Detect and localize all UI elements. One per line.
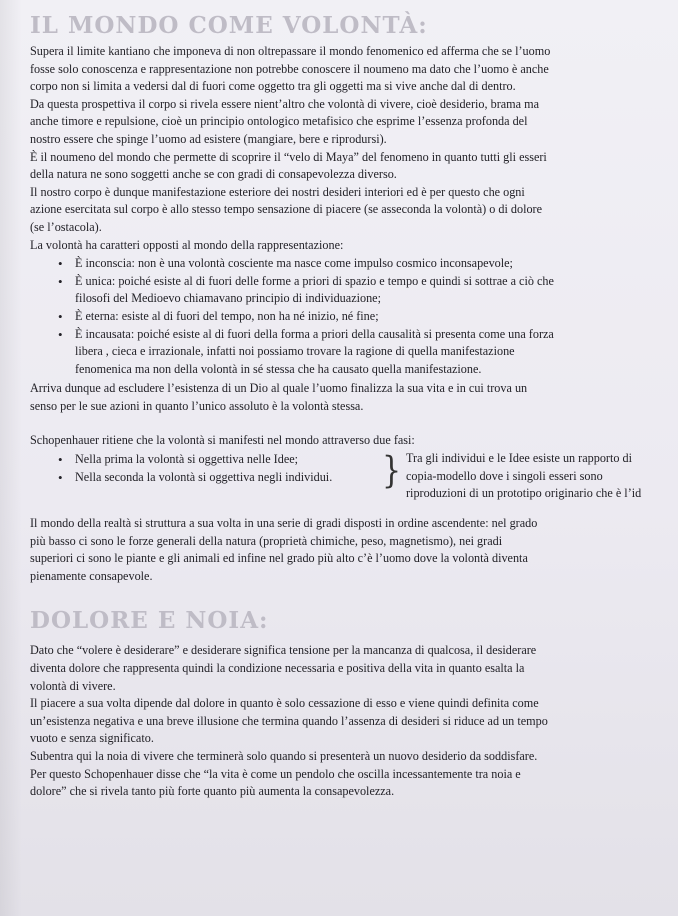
text-line: volontà di vivere.	[30, 678, 116, 693]
note-line: riproduzioni di un prototipo originario che è l’id	[406, 486, 642, 501]
text-line: senso per le sue azioni in quanto l’unico assoluto è la volontà stessa.	[30, 398, 364, 413]
list-item-incausata: • È incausata: poiché esiste al di fuori della forma a priori della causalità si presenta come una forza	[30, 326, 672, 344]
page-shadow	[0, 0, 22, 916]
fasi-intro: Schopenhauer ritiene che la volontà si manifesti nel mondo attraverso due fasi:	[30, 433, 415, 448]
text-line: diventa dolore che rappresenta quindi la condizione necessaria e positiva della vita in quanto esalta la	[30, 661, 525, 676]
text-line: Arriva dunque ad escludere l’esistenza di un Dio al quale l’uomo finalizza la sua vita e in cui trova un	[30, 381, 528, 396]
text-line: della natura ne sono soggetti anche se con gradi di consapevolezza diverso.	[30, 167, 397, 182]
text-line: Dato che “volere è desiderare” e desiderare significa tensione per la mancanza di qualcosa, il desiderare	[30, 643, 537, 658]
spacer	[30, 502, 672, 515]
text-line: azione esercitata sul corpo è allo stesso tempo sensazione di piacere (se asseconda la volontà) o di dolore	[30, 202, 543, 217]
text-line: nostro essere che spinge l’uomo ad esistere (mangiare, bere e riprodursi).	[30, 131, 387, 146]
list-item-seconda: • Nella seconda la volontà si oggettiva negli individui.	[30, 469, 332, 487]
fasi-list	[30, 451, 332, 486]
section-title-volonta: IL MONDO COME VOLONTÀ:	[30, 12, 428, 39]
list-item-continuation: filosofi del Medioevo chiamavano principio di individuazione;	[75, 291, 381, 306]
text-line: superiori ci sono le piante e gli animali ed infine nel grado più alto c’è l’uomo dove la volontà diventa	[30, 551, 528, 566]
text-line: Il nostro corpo è dunque manifestazione esteriore dei nostri desideri interiori ed è per questo che ogni	[30, 184, 525, 199]
text-line: È il noumeno del mondo che permette di scoprire il “velo di Maya” del fenomeno in quanto tutti gli esseri	[30, 149, 547, 164]
dolore-paragraph	[30, 642, 672, 800]
text-line: fosse solo conoscenza e rappresentazione non potrebbe conoscere il noumeno ma dato che l’uomo è anche	[30, 61, 549, 76]
list-item-eterna: • È eterna: esiste al di fuori del tempo, non ha né inizio, né fine;	[30, 308, 672, 326]
text-line: Subentra qui la noia di vivere che terminerà solo quando si presenterà un nuovo desiderio da soddisfare.	[30, 749, 538, 763]
text-line: corpo non si limita a vedersi dal di fuori come oggetto tra gli oggetti ma si vive anche dal di dentro.	[30, 79, 516, 94]
text-line: più basso ci sono le forze generali della natura (proprietà chimiche, peso, magnetismo), nei gradi	[30, 533, 503, 548]
spacer	[30, 415, 672, 432]
text-line: pienamente consapevole.	[30, 568, 153, 583]
intro-paragraph	[30, 43, 672, 254]
text-line: Il piacere a sua volta dipende dal dolore in quanto è solo cessazione di esso e viene quindi definita come	[30, 696, 539, 711]
list-item-inconscia: • È inconscia: non è una volontà cosciente ma nasce come impulso cosmico inconsapevole;	[30, 255, 672, 273]
text-line: un’esistenza negativa e una breve illusione che termina quando l’assenza di desideri si riduce ad un tempo	[30, 713, 548, 728]
text-line: Il mondo della realtà si struttura a sua volta in una serie di gradi disposti in ordine ascendente: nel grado	[30, 516, 538, 531]
fasi-note	[406, 450, 678, 503]
note-line: Tra gli individui e le Idee esiste un rapporto di	[406, 451, 632, 466]
section-title-dolore-noia: DOLORE E NOIA:	[30, 607, 269, 635]
list-item-continuation: fenomenica ma non della volontà in sé stessa che ha causato quella manifestazione.	[75, 361, 482, 376]
list-item-prima: • Nella prima la volontà si oggettiva nelle Idee;	[30, 451, 332, 469]
text-line: La volontà ha caratteri opposti al mondo della rappresentazione:	[30, 237, 344, 252]
text-line: (se l’ostacola).	[30, 219, 102, 234]
curly-brace: }	[382, 450, 402, 493]
note-line: copia-modello dove i singoli esseri sono	[406, 468, 603, 483]
caratteri-list	[30, 255, 672, 378]
text-line: anche timore e repulsione, cioè un principio ontologico metafisico che esprime l’essenza profonda del	[30, 114, 528, 129]
text-line: Per questo Schopenhauer disse che “la vita è come un pendolo che oscilla incessantemente tra noia e	[30, 766, 521, 781]
text-line: Da questa prospettiva il corpo si rivela essere nient’altro che volontà di vivere, cioè desiderio, brama ma	[30, 96, 539, 111]
text-line: vuoto e senza significato.	[30, 731, 154, 746]
list-item-unica: • È unica: poiché esiste al di fuori delle forme a priori di spazio e tempo e quindi si sottrae a ciò che	[30, 273, 672, 291]
gradi-paragraph	[30, 515, 672, 585]
content	[30, 12, 672, 801]
text-line: Supera il limite kantiano che imponeva di non oltrepassare il mondo fenomenico ed afferma che se l’uomo	[30, 44, 551, 58]
fasi-block	[30, 450, 672, 502]
list-item-continuation: libera , cieca e irrazionale, infatti noi possiamo trovare la ragione di quella manifestazione	[75, 344, 515, 359]
text-line: dolore” che si rivela tanto più forte quanto più aumenta la consapevolezza.	[30, 784, 395, 799]
